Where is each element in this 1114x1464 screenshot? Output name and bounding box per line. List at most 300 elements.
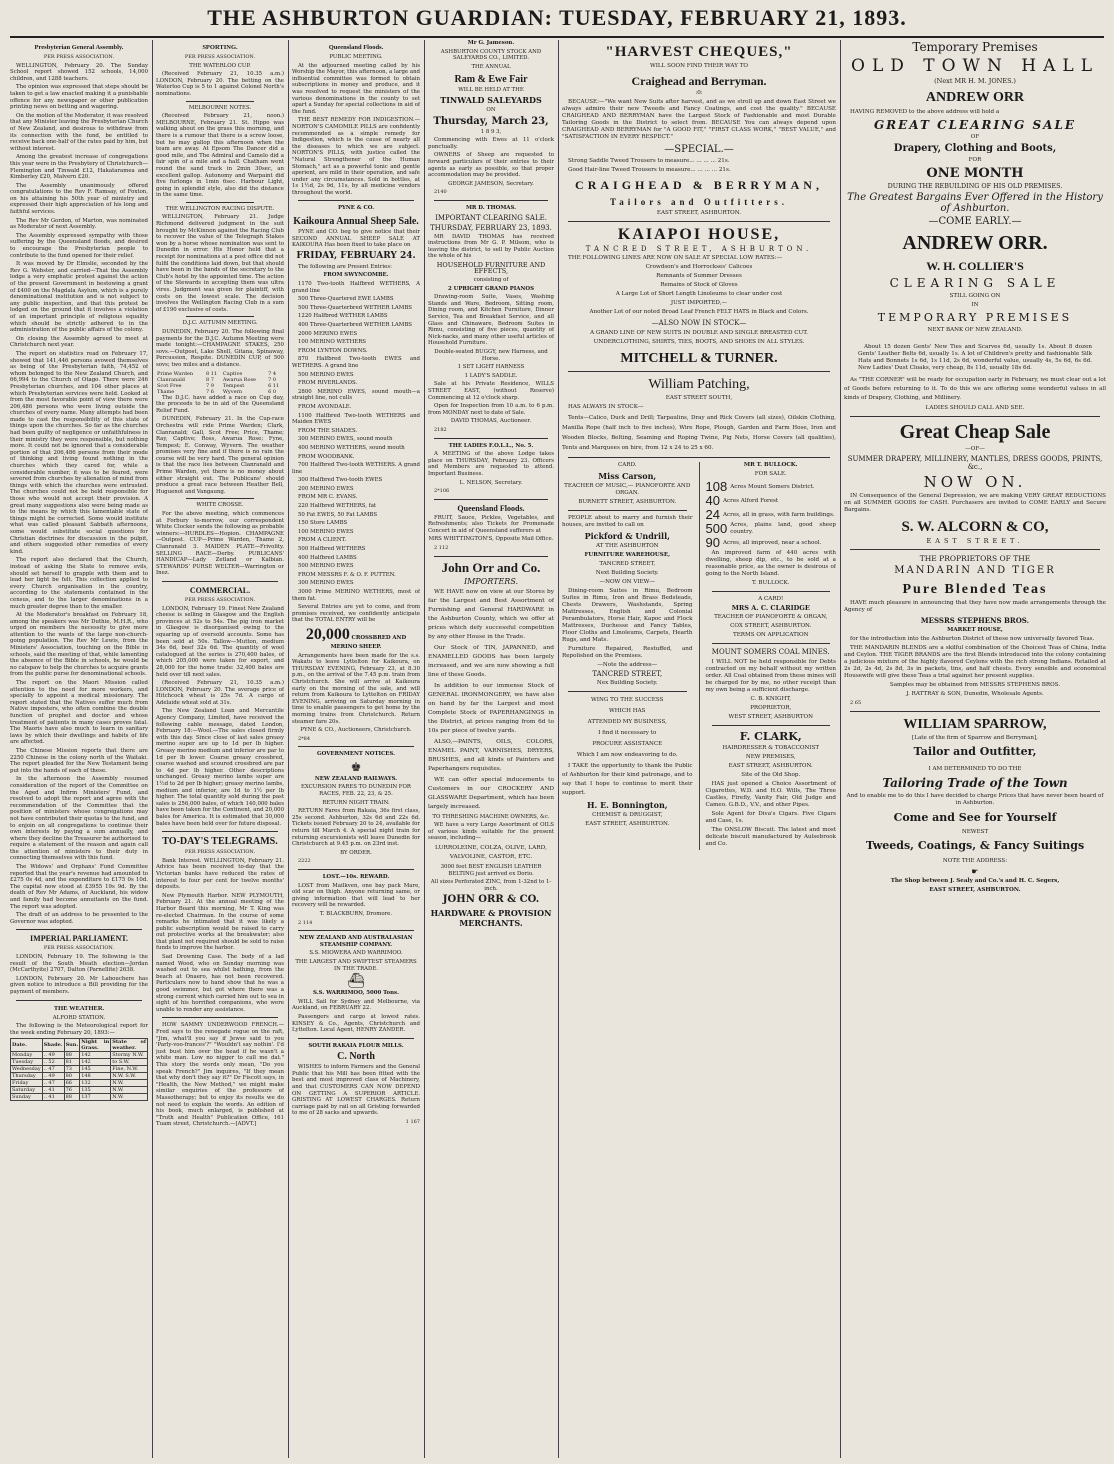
weather-table (10, 1038, 148, 1101)
subheading: EXCURSION FARES TO DUNEDIN FOR RACES, FEB. 22, 23, & 25. (301, 784, 411, 798)
list-item: 50 Fat EWES, 50 Fat LAMBS (298, 511, 378, 518)
paragraph: HAS just opened a Choice Assortment of Cigarettes, W.D. and H.O. Wills, The Three Castles, Firefly, Vanity Fair, Old Judge and Cameo. G.B.D., V.V., and other Pipes. (705, 781, 836, 808)
firm-name: ANDREW ORR. (902, 232, 1048, 254)
divider (298, 1038, 414, 1039)
paragraph: MR DAVID THOMAS has received instructions from Mr G. P. Milsom, who is leaving the district, to sell by Public Auction the whole of his (428, 233, 554, 260)
table-header-row (11, 1039, 148, 1052)
signature: PYNE & CO., Auctioneers, Christchurch. (300, 727, 412, 734)
firm-name: MITCHELL & TURNER. (620, 351, 778, 366)
list-item: FROM LYNTON DOWNS. (298, 347, 368, 354)
ad-number: 2*84 (298, 735, 311, 742)
signature: JOHN ORR & CO. (442, 894, 540, 906)
subheading: FURNITURE WAREHOUSE, (584, 552, 671, 558)
paragraph: Arrangements have been made for the s.s. Wakatu to leave Lyttelton for Kaikoura, on THURSDAY EVENING, February 23, at 8.30 p.m., on the arrival of the 7.45 p.m. train from Christchurch. She will arrive at Kaikoura early on the morning of the sale, and will return from Kaikoura to Lyttelton on FRIDAY EVENING, arriving on Saturday morning in time to enable passengers to get home by the morning trains from Christchurch. Return steamer fare 20s. (292, 652, 420, 725)
paragraph: Furniture Repaired, Restuffed, and Repolished on the Premises. (562, 646, 693, 659)
table-cell: Sunday (11, 1094, 43, 1101)
subheading: MELBOURNE NOTES. (188, 104, 252, 111)
column-rule (840, 40, 841, 1458)
list-item: Double-seated BUGGY, new Harness, and Horse. (434, 349, 548, 362)
paragraph: THE MANDARIN BLENDS are a skilful combination of the Choicest Teas of China, India and Ceylon. THE TIGER BRANDS are the first Blends introduced into the colony containing a judicious mixture of the highly flavored Ceylons with the rich strong Indians. Retailed at 2s 2d, 2s 4d, 2s 8d, 3s in packets, tins, and half chests. Every sensible and economical Housewife will give these Teas a trial against her present supplies. (844, 645, 1106, 679)
advertisement-text: THE BEST REMEDY FOR INDIGESTION.—NORTON'S CAMOMILE PILLS are confidently recommended as a simple remedy for Indigestion, which is the cause of nearly all the diseases to which we are subject. NORTON'S PILLS, with justice called the "Natural Strengthener of the Human Stomach," act as a powerful tonic and gentle aperient, are mild in their operation, and safe under any circumstances. Sold in bottles, at 1s 1½d, 2s 9d, 11s, by all medicine vendors throughout the world. (292, 117, 420, 196)
address: EAST STREET. (926, 537, 1024, 545)
paragraph: PYNE and CO. beg to give notice that their SECOND ANNUAL SHEEP SALE AT KAIKOURA Has been fixed to take place on (292, 229, 420, 249)
paragraph: The Assembly unanimously offered congratulations to the Rev F. Ramsay, of Foxton, on his attaining his 50th year of ministry and expressed their high appreciation of his long and faithful services. (10, 182, 148, 216)
paragraph: Sole Agent for Diva's Cigars. Five Cigars and Case, 1s. (705, 811, 836, 824)
list-item (706, 494, 837, 508)
list-item: 870 Halfbred Two-tooth EWES and WETHERS. A grand line (292, 356, 420, 369)
list-item: Remnants of Summer Dresses (656, 273, 742, 279)
paragraph: In addition to our immense Stock of GENERAL IRONMONGERY, we have also on hand by far the Largest and most Complete Stock of PAPERHANGINGS in the District, at prices ranging from 6d to 10s per piece of twelve yards. (428, 682, 554, 734)
divider (162, 581, 278, 582)
advertisement-text: HOW SAMMY UNDERWOOD FRENCH.—Fred says to the renegade rogue on the raft, "Jim, what'll you say if Jewse said to you 'Parly-voo-frances'?" "Wouldn't say nothin'. I'd just bust him over the head if he wasn't a white man. Low no nigger to call me dat." This story the words only mean, "Do you speak French?" Jim inquires, "If they mean that why don't they say it?" Dr Fiscott says, in "Health, the New Method," we might make similar enquiries of the professors of Massotherapy; but to enjoy its results we do not need to explain the words. An edition of his book, much enlarged, is published at "Truth and Health" Publication Office, 161 Tuam street, Christchurch.—[ADVT.] (156, 1022, 284, 1128)
subheading: Tweeds, Coatings, & Fancy Suitings (865, 839, 1085, 852)
column-6 (844, 40, 1106, 1460)
land-lot-list (706, 480, 837, 550)
table-cell: 81 (64, 1059, 80, 1066)
paragraph: The report on statistics read on February 17, showed that 141,446 persons avowed themselves as being of the Presbyterian faith, 74,452 of whom belonged to the New Zealand Church, and 66,994 to the Church of Otago. There were 246 Presbyterian churches, and 104 other places at which Presbyterian services were held. Looked at from the most favorable point of view there were 206,486 persons who were living outside the churches of every name. Many attempts had been made to cast the responsibility of this state of things upon the churches. So far as the churches had been guilty of negligence or unfaithfulness in their ministry they were responsible, but nothing more. It could not be ignored that a considerable portion of that 206,486 persons from their mode of thinking and living found nothing in the churches which they cared for, while a considerable number, it was to be feared, were severed from churches by alienation of mind from things with which the churches were entrusted. The churches could not be held responsible for those who would not accept their provision. A great many suggestions also were being made as to the means by which this lamentable state of things might be corrected. Some would institute what was called pleasant Sabbath afternoons, some would substitute social questions for Christian doctrines for discussion in the pulpit, and others suggested other remedies of every kind. (10, 350, 148, 555)
list-item: 400 Three-Quarterbred WETHER LAMBS (298, 322, 412, 328)
table-cell: 76 (64, 1087, 80, 1094)
column-5: "HARVEST CHEQUES," WILL SOON FIND THEIR WAY TO Craighead and Berryman. :0: BECAUSE:—"We want New Suits after harvest, and as we stroll up and down East Street we always admire their new Tweeds and Fancy Coatings, and cost the quality." BECAUSE CRAIGHEAD AND BERRYMAN have the Largest Stock of Fashionable and most Durable Tailoring Goods in the District to select from. BECAUSE You can always depend upon CRAIGHEAD AND BERRYMAN for "A GOOD FIT," "FIRST CLASS WORK," "BEST VALUE," and "SATISFACTION IN EVERY RESPECT." —SPECIAL.— Strong Saddle Tweed Trousers to measure... ... ... ... 21s. Good Hair-line Tweed Trousers to measure... ... ... ... 21s. CRAIGHEAD & BERRYMAN, Tailors and Outfitters. EAST STREET, ASHBURTON. KAIAPOI HOUSE, TANCRED STREET, ASHBURTON. THE FOLLOWING LINES ARE NOW ON SALE AT SPECIAL LOW RATES:— Crowdson's and Horrockses' Calicoes Remnants of Summer Dresses Remains of Stock of Gloves A Large Lot of Short Length Linoleums to clear under cost JUST IMPORTED,— Another Lot of our noted Broad Leaf French FELT HATS in Black and Colors. —ALSO NOW IN STOCK— A GRAND LINE OF NEW SUITS IN DOUBLE AND SINGLE BREASTED CUT. UNDERCLOTHING, SHIRTS, TIES, BOOTS, AND SHOES IN ALL STYLES. MITCHELL & TURNER. William Patching, EAST STREET SOUTH, HAS ALWAYS IN STOCK— Tents—Calico, Duck and Drill; Tarpaulins, Dray and Rick Covers (all sizes), Oilskin Clothing, Manilla Rope (half inch to five inches), Wire Rope, Plough, Garden and Farm Hose, Iron and Wooden Blocks, Belting, Seaming and Roping Twine, Pig Nets, Horse Covers (all qualities), Tents and Marquees on hire, from 12 x 24 to 25 x 60. CARD. Miss Carson, TEACHER OF MUSIC,— PIANOFORTE AND ORGAN. BURNETT STREET, ASHBURTON. PEOPLE about to marry and furnish their houses, are invited to call on Pickford & Undrill, AT THE ASHBURTON FURNITURE WAREHOUSE, TANCRED STREET, Next Building Society. —NOW ON VIEW— Dining-room Suites in Rimu, Bedroom Suites in Rimu, Iron and Brass Bedsteads, Chests Drawers, Washstands, Spring Mattresses, English and Colonial Perambulators, Horse Hair, Kapoc and Flock Mattresses, Duchesse and Fancy Tables, Floor Cloths and Linoleums, Carpets, Hearth Rugs, and Mats. Furniture Repaired, Restuffed, and Repolished on the Premises. —Note the address— TANCRED STREET, Nex Building Society. WING TO THE SUCCESS WHICH HAS ATTENDED MY BUSINESS, I find it necessary to PROCURE ASSISTANCE Which I am now endeavoring to do. I TAKE the opportunity to thank the Public of Ashburton for their kind patronage, and to say that I hope to continue to merit their support. H. E. Bonnington, CHEMIST & DRUGGIST, EAST STREET, ASHBURTON. MR T. BULLOCK. FOR SALE. 108 Acres Mount Somers District. 40 Acres Alford Forest 24 Acres, all in grass, with farm buildings. 500 Acres, plains land, good sheep country. 90 Acres, all improved, near a school. An improved farm of 440 acres with dwelling, sheep dip, etc., to be sold at a reasonable price, as the owner is desirous of going to the North Island. T. BULLOCK. A CARD! MRS A. C. CLARIDGE TEACHER OF PIANOFORTE & ORGAN, COX STREET, ASHBURTON. TERMS ON APPLICATION MOUNT SOMERS COAL MINES. I WILL NOT be held responsible for Debts contracted on my behalf without my written order. All Coal obtained from these mines will be charged for by me, no other receipt than my own being a sufficient discharge. C. B. KNIGHT, PROPRIETOR, WEST STREET, ASHBURTON F. CLARK, HAIRDRESSER & TOBACCONIST NEW PREMISES, EAST STREET, ASHBURTON. Site of the Old Shop. HAS just opened a Choice Assortment of Cigarettes, W.D. and H.O. Wills, The Three Castles, Firefly, Vanity Fair, Old Judge and Cameo. G.B.D., V.V., and other Pipes. Sole Agent for Diva's Cigars. Five Cigars and Case, 1s. The ONSLOW Biscuit. The latest and most delicate biscuit manufactured by Aulsebrook and Co. (562, 40, 836, 1460)
subheading: —SPECIAL.— (664, 144, 734, 155)
list-item: 200 MERINO EWES (298, 485, 354, 492)
divider (568, 371, 830, 372)
column-1 (10, 40, 148, 1460)
subheading: TINWALD SALEYARDS (440, 94, 542, 105)
list-item: 700 Halfbred Two-tooth WETHERS. A grand line (292, 462, 420, 475)
ad-number: 2*106 (434, 488, 450, 495)
masthead-rule (10, 36, 1104, 38)
list-item: 1 SET LIGHT HARNESS (457, 364, 525, 371)
subheading: DURING THE REBUILDING OF HIS OLD PREMISES. (887, 182, 1063, 190)
article-heading: IMPERIAL PARLIAMENT. (30, 934, 128, 944)
column-2 (156, 40, 284, 1460)
address: EAST STREET SOUTH, (665, 395, 733, 401)
subheading: JUST IMPORTED,— (670, 300, 728, 306)
paragraph: The following is the Meteorological report for the week ending February 20, 1893:— (10, 1023, 148, 1036)
divider (186, 101, 254, 102)
column-rule (288, 40, 289, 1458)
paragraph: PROCURE ASSISTANCE (592, 741, 663, 747)
subheading: Nex Building Society. (596, 680, 658, 686)
paragraph: As "THE CORNER" will be ready for occupation early in February, we must clear out a lot of Goods before returning to it. To do this we are offering some wonderful values in all kinds of Drapery, Clothing, and Millinery. (844, 377, 1106, 401)
column-rule (424, 40, 425, 1458)
paragraph: And to enable me to do this I have decided to charge Prices that have never been heard of in Ashburton. (846, 793, 1104, 806)
subheading: (Next MR H. M. JONES.) (934, 77, 1016, 85)
subheading: THE WATERLOO CUP. (189, 62, 251, 69)
table-cell: Wyvern (222, 388, 243, 395)
list-item: A Large Lot of Short Length Linoleums to clear under cost (615, 291, 783, 297)
paragraph: The opinion was expressed that steps should be taken to get a law enacted making it a punishable offence for any newspaper or other publication printing news on betting and wagering. (10, 84, 148, 111)
divider (850, 549, 1100, 550)
subheading: ALFORD STATION. (52, 1014, 106, 1021)
paragraph: for the introduction into the Ashburton District of these now universally favored Teas. (850, 636, 1095, 642)
address: The Shop between J. Sealy and Co.'s and H. C. Segers, (890, 878, 1060, 884)
subheading: MARKET HOUSE, (947, 627, 1003, 633)
article-heading: TO-DAY'S TELEGRAMS. (162, 836, 278, 848)
paragraph: LOST from Mailkven, one bay pack Mare, old scar on thigh. Anyone returning same, or giving information that will lead to her recovery will be rewarded. (292, 882, 420, 909)
paragraph: The Rev Mr Gordon, of Marton, was nominated as Moderator of next Assembly. (10, 217, 148, 231)
subheading: HAIRDRESSER & TOBACCONIST (722, 745, 820, 751)
paragraph: Drawing-room Suite, Vases, Washing Stands and Ware, Bedroom, Sitting room, Dining room, and Kitchen Furniture, Dinner Service, Tea and Breakfast Service, and all Glass and Chinaware, Bedroom Suites in Rimu, consisting of five pieces, quantity of Nick-nacks, and many other useful articles of Household Furniture. (428, 294, 554, 347)
table-cell: Captive (222, 370, 243, 377)
ad-name: F. CLARK, (739, 730, 802, 743)
table-header-cell: Night in Grass. (81, 1039, 110, 1052)
table-cell: 7 6 (206, 388, 214, 395)
list-item: 1100 Halfbred Two-tooth WETHERS and Maiden EWES (292, 412, 420, 426)
table-cell: Scot Free (157, 382, 182, 389)
divider (186, 498, 254, 499)
paragraph: I WILL NOT be held responsible for Debts contracted on my behalf without my written order. All Coal obtained from these mines will be charged for by me, no other receipt than my own being a sufficient discharge. (705, 659, 836, 693)
byline: PER PRESS ASSOCIATION. (43, 54, 115, 60)
ad-heading: William Patching, (648, 377, 750, 392)
paragraph: Passengers and cargo at lowest rates. KINSEY & Co., Agents, Christchurch and Lyttelton. Local Agent, HENRY ZANDER. (292, 1013, 420, 1034)
paragraph: DUNEDIN, February 20. The following final payments for the D.J.C. Autumn Meeting were made tonight:—CHAMPAGNE STAKES, 250 sovs.—Outpost, Lake Shell, Gitana, Spinaway, Percussion, Respite. DUNEDIN CUP, of 500 sovs; two miles and a distance. (156, 328, 284, 368)
list-item: 2800 MERINO EWES, sound mouth—a straight line, not culls (292, 388, 420, 402)
list-item: FROM WOODBANK. (298, 453, 355, 460)
table-row (11, 1066, 148, 1073)
list-item: 400 MERINO WETHERS, sound mouth (298, 444, 405, 451)
subheading: NEW PREMISES, (745, 754, 796, 760)
price-line: Good Hair-line Tweed Trousers to measure... ... ... ... 21s. (568, 167, 731, 173)
paragraph: BECAUSE:—"We want New Suits after harvest, and as we stroll up and down East Street we always admire their new Tweeds and Fancy Coatings, and cost the quality." BECAUSE CRAIGHEAD AND BERRYMAN have the Largest Stock of Fashionable and most Durable Tailoring Goods in the District to select from. BECAUSE You can always depend upon CRAIGHEAD AND BERRYMAN for "A GOOD FIT," "FIRST CLASS WORK," "BEST VALUE," and "SATISFACTION IN EVERY RESPECT." (562, 99, 836, 140)
subheading: PROPRIETOR, (750, 705, 792, 711)
list-item: 300 MERINO EWES (298, 580, 354, 587)
ad-heading: NEW ZEALAND AND AUSTRALASIAN STEAMSHIP COMPANY. (299, 935, 413, 948)
divider (712, 643, 831, 644)
steamship-icon: ⛴ (347, 973, 365, 990)
table-cell: Monday (11, 1052, 43, 1059)
table-cell: Clanranald (157, 376, 185, 383)
ad-name: C. North (337, 1051, 375, 1063)
article-heading: COMMERCIAL. (189, 585, 251, 595)
table-cell: 137 (80, 1094, 111, 1101)
paragraph: Samples may be obtained from MESSRS STEPHENS BROS. (889, 682, 1061, 688)
paragraph: The Assembly expressed sympathy with those suffering by the Queensland floods, and desired to encourage the Presbyterian people to contribute to the fund opened for their relief. (10, 232, 148, 259)
address: TANCRED STREET, (599, 561, 656, 567)
signature: L. NELSON, Secretary. (459, 479, 523, 486)
list-item: 3000 feet BEST ENGLISH LEATHER BELTING just arrived ex Dorio. (440, 864, 542, 877)
subheading: PUBLIC MEETING. (329, 54, 383, 60)
pointing-hand-icon: ☛ (971, 867, 979, 876)
subheading: NOTE THE ADDRESS: (942, 858, 1008, 864)
subheading: The Greatest Bargains Ever Offered in the History of Ashburton. (847, 192, 1103, 214)
paragraph: The draft of an address to be presented to the Governor was adopted. (10, 912, 148, 925)
divider (434, 499, 548, 500)
divider (298, 200, 414, 201)
table-row (11, 1087, 148, 1094)
subheading: THE LARGEST AND SWIFTEST STEAMERS IN THE TRADE. (295, 958, 417, 972)
divider (568, 457, 830, 458)
paragraph: Sale at his Private Residence, WILLS STREET EAST, (without Reserve) Commencing at 12 o'clock sharp. (428, 381, 554, 401)
list-item: LURROLEINE, COLZA, OLIVE, LARD, VALVOLINE, CASTOR, ETC. (435, 845, 547, 861)
subheading: Drapery, Clothing and Boots, (893, 143, 1057, 154)
masthead (0, 0, 1114, 36)
table-cell: .. 47 (42, 1066, 64, 1073)
table-cell: .. 47 (42, 1080, 64, 1087)
ad-heading: John Orr and Co. (441, 559, 541, 575)
column-4 (428, 40, 554, 1460)
table-header-cell: Date. (11, 1039, 43, 1052)
list-item: FROM MR C. EVANS. (298, 494, 358, 501)
list-item: Crowdson's and Horrockses' Calicoes (645, 264, 753, 270)
ad-subcolumn-right (706, 462, 837, 850)
paragraph: WHICH HAS (608, 708, 646, 714)
table-cell: Fine, N.W. (111, 1066, 148, 1073)
paragraph: TEACHER OF MUSIC,— PIANOFORTE AND ORGAN. (564, 483, 691, 496)
ad-name: H. E. Bonnington, (586, 800, 668, 810)
list-item: 2000 MERINO EWES (298, 330, 358, 337)
table-cell: .. 49 (42, 1052, 64, 1059)
ad-heading: Mr G. Jameson. (467, 40, 515, 46)
paragraph: TEACHER OF PIANOFORTE & ORGAN, (714, 614, 828, 620)
table-header-cell: Shade. (42, 1039, 64, 1052)
subheading: A CARD! (758, 596, 784, 602)
subheading: Site of the Old Shop. (741, 772, 801, 778)
address: COX STREET, ASHBURTON. (730, 623, 812, 629)
divider (434, 438, 548, 439)
list-item: 300 MERINO EWES, sound mouth (298, 436, 393, 443)
byline: PER PRESS ASSOCIATION. (184, 596, 256, 603)
paragraph: WISHES to inform Farmers and the General Public that his Mill has been fitted with the best and most improved class of Machinery, and that CUSTOMERS CAN NOW DEPEND ON GETTING A SUPERIOR ARTICLE. GRISTING AT LOWEST CHARGES. Return carriage paid by rail on all Gristing forwarded to me of 28 sacks and upwards. (292, 1064, 420, 1117)
paragraph: WE HAVE now on view at our Stores by far the Largest and Best Assortment of Furnishing and General HARDWARE in the Ashburton County, which we offer at prices which defy successful competition by any other House in the Trade. (428, 588, 554, 640)
subheading: IN (971, 302, 979, 308)
table-row (11, 1080, 148, 1087)
table-cell: 7 4 (268, 370, 277, 377)
ad-number: 2222 (298, 858, 311, 865)
paragraph: Our Stock of TIN, JAPANNED, and ENAMELLED GOODS has been largely increased, and we are now showing a full line of these Goods. (428, 644, 554, 678)
paragraph: (Received February 21, 10.35 a.m.) LONDON, February 20. The betting on the Waterloo Cup is 5 to 1 against Colonel North's nominations. (156, 71, 284, 97)
ad-heading: NOW ON. (923, 473, 1027, 491)
article-heading: SPORTING. (202, 44, 238, 51)
signature: GEORGE JAMESON, Secretary. (448, 180, 534, 187)
list-item (706, 480, 837, 494)
paragraph: LONDON, February 19. The following is the result of the South Meath election—Jordan (McCarthyite) 2707, Dalton (Parnellite) 2638. (10, 954, 148, 974)
subheading: —NOW ON VIEW— (599, 579, 656, 585)
subheading: STILL GOING ON (949, 293, 1001, 299)
table-cell: Thursday (11, 1073, 43, 1080)
weights-table (156, 371, 284, 395)
list-item: All sizes Perforated ZINC, from 1-32nd to 1-inch. (430, 879, 552, 892)
subheading: WHITE CROSSE. (196, 502, 244, 509)
paragraph: The D.J.C. have added a race on Cup day, the proceeds to be in aid of the Queensland Relief Fund. (156, 394, 284, 414)
divider (434, 556, 548, 557)
divider (16, 929, 142, 930)
list-item: 400 Halfbred LAMBS (298, 554, 357, 561)
paragraph: On closing the Assembly agreed to meet at Christchurch next year. (10, 335, 148, 349)
table-cell: N.W. S.W. (111, 1073, 148, 1080)
paragraph: Bank Interest. WELLINGTON, February 21. Advice has been received to-day that the Victorian banks have reduced the rates of interest to four per cent for twelve months' deposits. (156, 857, 284, 891)
subheading: WILL BE HELD AT THE (458, 87, 524, 94)
list-item: 1220 Halfbred WETHER LAMBS (298, 313, 388, 320)
list-item: 500 Three-Quarterbred WETHER LAMBS (298, 304, 412, 311)
list-item: 220 Halfbred WETHERS, fat (298, 503, 377, 510)
subheading: THE ANNUAL (471, 63, 511, 70)
table-cell: Tempest (222, 382, 245, 389)
article-heading: THE WEATHER. (53, 1004, 105, 1012)
list-item (706, 522, 837, 536)
table-cell: Awarua Rose (222, 376, 257, 383)
ad-heading: Great Cheap Sale (899, 421, 1051, 443)
subheading: ON (486, 106, 496, 113)
divider (186, 316, 254, 317)
ad-number: 2 65 (850, 700, 862, 706)
subheading: ONE MONTH (926, 166, 1024, 181)
paragraph: HAS ALWAYS IN STOCK— (568, 404, 644, 410)
table-row (11, 1094, 148, 1101)
paragraph: I TAKE the opportunity to thank the Public of Ashburton for their kind patronage, and to say that I hope to continue to merit their support. (562, 763, 693, 796)
paragraph: It was moved by Dr Elmslie, seconded by the Rev G. Webster, and carried—That the Assembly lodge a very emphatic protest against the action of the present Government in bestowing a grant of £400 on the Magdala Asylum, which is a purely denominational institution and is not subject to any public inspection, and that this protest be lodged on the ground that it involves a violation of an important principle of religious equality which should be strictly adhered to in the administration of the public affairs of the colony. (10, 261, 148, 334)
list-item: 3000 Prime MERINO WETHERS, most of them fat. (292, 589, 420, 602)
table-cell: .. 41 (42, 1087, 64, 1094)
paragraph: New Plymouth Harbor. NEW PLYMOUTH, February 21. At the annual meeting of the Harbor Board this morning, Mr T. King was re-elected Chairman. In the course of some remarks he intimated that it was likely a public subscription would be raised to carry out protective works at the breakwater; also that plant not required should be sold to raise funds to improve the harbor. (156, 892, 284, 952)
subheading: IMPORTERS. (463, 576, 519, 586)
ad-heading: MOUNT SOMERS COAL MINES. (711, 648, 830, 656)
table-cell: 6 11 (268, 382, 280, 389)
table-cell: 142 (80, 1059, 111, 1066)
subheading: Next Building Society. (595, 570, 659, 576)
subheading: Tailor and Outfitter, (913, 745, 1037, 758)
ad-name: Pickford & Undrill, (584, 531, 670, 541)
lot-description: Acres, plains land, good sheep country. (730, 522, 836, 535)
list-item: 500 MERINO EWES (298, 371, 354, 378)
subheading: THE PROPRIETORS OF THE (919, 554, 1031, 563)
ad-heading: Temporary Premises (912, 40, 1038, 54)
paragraph: WE can offer special inducements to Customers in our CROCKERY AND GLASSWARE Department, which has been largely increased. (428, 776, 554, 810)
subheading: OF (970, 134, 980, 140)
signature: HARDWARE & PROVISION MERCHANTS. (430, 908, 552, 929)
ad-number: 2140 (434, 189, 447, 196)
ad-heading: GREAT CLEARING SALE (873, 118, 1077, 132)
paragraph: (Received February 21, 10.35 a.m.) LONDON, February 20. The average price of Hitchcock wheat is 25s 7d. A cargo of Adelaide wheat sold at 31s. (156, 680, 284, 706)
signature: C. B. KNIGHT, (750, 696, 792, 702)
table-row (11, 1052, 148, 1059)
table-cell: 7 9 (206, 382, 214, 389)
table-cell: 145 (80, 1066, 111, 1073)
subheading: NEWEST (961, 829, 989, 835)
ad-heading: MR T. BULLOCK. (743, 462, 798, 468)
two-column-ads (562, 462, 836, 850)
signature: T. BLACKBURN, Dromore. (319, 910, 393, 917)
table-cell: 135 (80, 1087, 111, 1094)
ad-heading: OLD TOWN HALL (851, 56, 1099, 76)
divider (16, 1000, 142, 1001)
subheading: FOR SALE. (754, 471, 787, 477)
ad-number: 1 167 (405, 1119, 420, 1126)
ad-heading: MANDARIN AND TIGER (894, 565, 1056, 576)
subheading: CHEMIST & DRUGGIST, (592, 812, 663, 818)
paragraph: Among the greatest increase of congregations this year were in the Presbytery of Christchurch—Flemington and Tinwald £12, Hakataramea and Kimberley £20, Malvern £20. (10, 154, 148, 181)
signature: DAVID THOMAS, Auctioneer. (450, 418, 532, 425)
table-cell: Prime Warden (157, 370, 194, 377)
stock-list (562, 264, 836, 298)
list-item: FROM THE SHADES. (298, 427, 358, 434)
paragraph: (Received February 21, noon.) MELBOURNE, February 21. St. Hippo was walking about on the grass this morning, and there is a rumour that there is a screw loose, but he may gallop this afternoon when the team are away. At Epsom The Dancer did a good mile, and The Admiral and Camelo did a fair spin of a mile and a half. Chatham went round the sand track in 2min 30sec, an excellent gallop. Autonomy and Warpaint did five furlongs in 1min 6sec. Harbour Light, going in splendid style, also did the distance in the same time. (156, 113, 284, 199)
address: EAST STREET, ASHBURTON. (929, 887, 1021, 893)
subheading: —ALSO NOW IN STOCK— (651, 319, 747, 327)
divider (568, 691, 687, 692)
sale-date: FRIDAY, FEBRUARY 24. (296, 250, 416, 261)
ad-heading: Queensland Floods. (457, 503, 525, 513)
subheading: TO THRESHING MACHINE OWNERS, &c. (432, 813, 550, 820)
subheading: FROM SWYNCOMBE. (323, 272, 389, 279)
divider (850, 711, 1100, 712)
ad-heading: LOST.—10s. REWARD. (322, 874, 390, 880)
paragraph: OWNERS of Sheep are requested to forward particulars of their entries to their agents as early as possible, so that proper accommodation may be provided. (428, 152, 554, 179)
table-row (11, 1073, 148, 1080)
address: WEST STREET, ASHBURTON (728, 714, 813, 720)
subheading: S.S. WARRIMOO, 5000 Tons. (313, 990, 399, 997)
paragraph: I find it necessary to (598, 730, 657, 736)
table-cell: Stormy N.W. (111, 1052, 148, 1059)
subheading: SUMMER DRAPERY, MILLINERY, MANTLES, DRESS GOODS, PRINTS, &c., (847, 455, 1103, 471)
table-cell: N.W. (111, 1094, 148, 1101)
paragraph: A GRAND LINE OF NEW SUITS IN DOUBLE AND SINGLE BREASTED CUT. (590, 330, 808, 336)
paragraph: WE have a very Large Assortment of OILS of various kinds suitable for the present season, including— (428, 822, 554, 842)
lot-description: Acres Alford Forest (722, 497, 779, 504)
paragraph: About 15 dozen Gents' New Ties and Scarves 6d, usually 1s. About 8 dozen Gents' Leather Belts 6d, usually 1s. A lot of Children's pretty and fashionable Silk Hats and Bonnets 1s 6d, 1s 11d, 2s 6d, wonderful value, usually 4s, 5s 6d, 6s 6d. New Ladies' Dust Cloaks, very cheap, 8s 11d, usually 18s 6d. (858, 344, 1092, 371)
ad-number: 2182 (434, 426, 447, 433)
ad-subcolumn-left (562, 462, 693, 850)
list-item: Remains of Stock of Gloves (660, 282, 738, 288)
byline: PER PRESS ASSOCIATION. (43, 945, 115, 952)
subheading: WILL SOON FIND THEIR WAY TO (649, 63, 749, 69)
ad-heading: Tailoring Trade of the Town (882, 776, 1068, 790)
paragraph: WELLINGTON, February 20. The Sunday School report showed 152 schools, 14,000 children, and 1288 teachers. (10, 62, 148, 82)
paragraph: WELLINGTON, February 21. Judge Richmond delivered judgment in the suit brought by McKinnon against the Racing Club to recover the value of the Telegraph Stakes won by a horse whose nomination was sent to Dunedin in error. His Honor held that a receipt for nominations at a post office did not fulfil the conditions laid down, but that should have been in the hands of the secretary to the Club's hotel by the appointed time. The action of the Stewards in accepting them was ultra vires. Judgment was given for plaintiff, with costs on the lowest scale. The decision involves the Wellington Racing Club in a sum of £190 exclusive of costs. (156, 214, 284, 313)
ad-name: Miss Carson, (598, 471, 657, 481)
paragraph: WING TO THE SUCCESS (591, 697, 664, 703)
table-cell: Thame (157, 388, 175, 395)
list-item: 100 MERINO EWES (298, 528, 354, 535)
price-line: Strong Saddle Tweed Trousers to measure... ... ... ... 21s. (568, 158, 730, 164)
article-heading: Presbyterian General Assembly. (34, 44, 124, 51)
sale-date: THURSDAY, FEBRUARY 23, 1893. (430, 223, 552, 232)
table-cell: 80 (64, 1073, 80, 1080)
table-cell: .. 49 (42, 1073, 64, 1080)
byline: PER PRESS ASSOCIATION. (184, 849, 256, 856)
firm-name: WILLIAM SPARROW, (903, 717, 1047, 732)
subheading: THE WELLINGTON RACING DISPUTE. (165, 205, 275, 212)
table-cell: 7 0 (268, 376, 277, 383)
divider (186, 202, 254, 203)
address: TANCRED STREET, ASHBURTON. (585, 245, 813, 253)
table-header-cell: Sun. (64, 1039, 80, 1052)
paragraph: THE FOLLOWING LINES ARE NOW ON SALE AT SPECIAL LOW RATES:— (568, 255, 783, 261)
table-cell: 8 7 (206, 376, 214, 383)
table-cell: 142 (80, 1052, 111, 1059)
list-item: 500 Halfbred WETHERS (298, 546, 366, 553)
list-item: 100 MERINO WETHERS (298, 339, 366, 346)
ad-heading: MR D. THOMAS. (465, 204, 517, 211)
table-cell: .. 41 (42, 1094, 64, 1101)
firm-trade: Tailors and Outfitters. (610, 197, 788, 207)
divider (568, 221, 830, 222)
divider (568, 510, 687, 511)
ad-heading: SOUTH RAKAIA FLOUR MILLS. (308, 1042, 404, 1049)
subheading: —Note the address— (597, 662, 658, 668)
subheading: Come and See for Yourself (893, 811, 1057, 824)
table-cell: to S.W. (111, 1059, 148, 1066)
table-cell: Friday (11, 1080, 43, 1087)
lot-description: Acres, all in grass, with farm buildings. (722, 511, 835, 518)
paragraph: Several Entries are yet to come, and from promises received, we confidently anticipate that the TOTAL ENTRY will be (292, 604, 420, 624)
ad-number: 2 114 (298, 919, 313, 926)
acreage: 108 (705, 479, 728, 494)
paragraph: HAVE much pleasure in announcing that they have now made arrangements through the Agency of (844, 600, 1106, 613)
ad-name: MRS A. C. CLARIDGE (731, 604, 810, 612)
paragraph: In the afternoon the Assembly resumed consideration of the report of the Committee on the Aged and Infirm Ministers' Fund, and resolved to adopt the report and agree with the recommendation of the Committee that the position of ministers whose congregations may not have contributed their quotas to the fund, and to enjoin on all congregations to continue their own interests by paying a sum annually, and where they decline the Treasurer be authorised to require a statement of the reason and again call the attention of ministers to their duty in connecting themselves with this fund. (10, 776, 148, 862)
